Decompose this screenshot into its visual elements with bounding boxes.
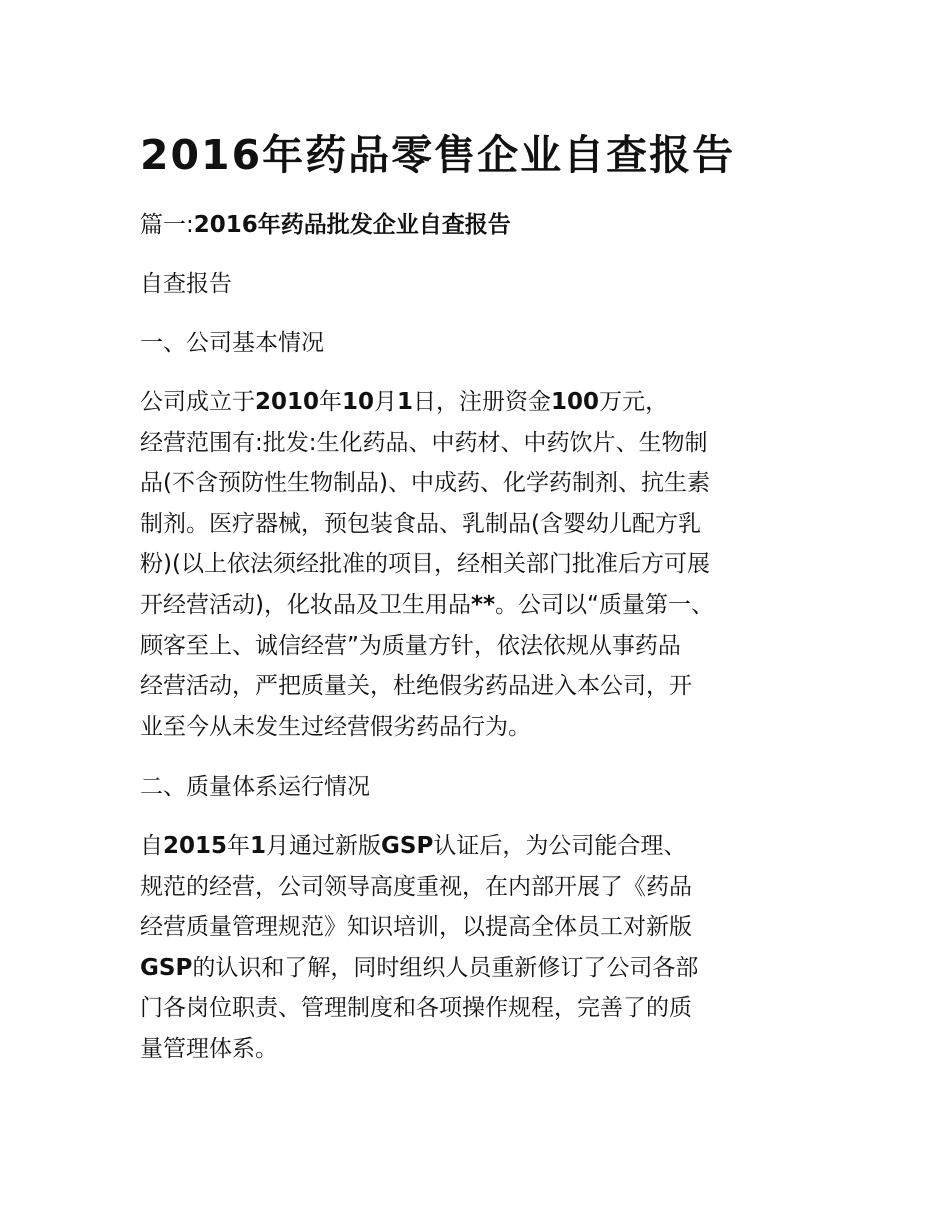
- section1-heading: 一、公司基本情况: [140, 330, 324, 356]
- paragraph-line: 业至今从未发生过经营假劣药品行为。: [140, 713, 531, 740]
- paragraph-line: 公司成立于2010年10月1日，注册资金100万元，: [140, 389, 669, 415]
- paragraph-line: GSP的认识和了解，同时组织人员重新修订了公司各部: [140, 954, 699, 981]
- paragraph-line: 开经营活动)，化妆品及卫生用品**。公司以“质量第一、: [140, 591, 714, 618]
- document-subtitle: [140, 205, 511, 245]
- subtitle-prefix: 篇一:: [140, 212, 194, 238]
- section2-heading: 二、质量体系运行情况: [140, 774, 370, 800]
- paragraph-line: 规范的经营，公司领导高度重视，在内部开展了《药品: [140, 873, 692, 900]
- paragraph-line: 自2015年1月通过新版GSP认证后，为公司能合理、: [140, 833, 687, 859]
- paragraph-line: 品(不含预防性生物制品)、中成药、化学药制剂、抗生素: [140, 470, 710, 497]
- subtitle-main: 2016年药品批发企业自查报告: [193, 212, 511, 238]
- section2-paragraph: [140, 826, 825, 1070]
- paragraph-line: 经营范围有:批发:生化药品、中药材、中药饮片、生物制: [140, 429, 708, 456]
- paragraph-line: 门各岗位职责、管理制度和各项操作规程，完善了的质: [140, 995, 692, 1022]
- paragraph-line: 粉)(以上依法须经批准的项目，经相关部门批准后方可展: [140, 551, 710, 578]
- report-heading: 自查报告: [140, 271, 232, 297]
- paragraph-line: 量管理体系。: [140, 1035, 278, 1062]
- document-title: 2016年药品零售企业自查报告: [140, 131, 736, 179]
- paragraph-line: 制剂。医疗器械，预包装食品、乳制品(含婴幼儿配方乳: [140, 510, 701, 537]
- section1-paragraph: [140, 382, 825, 747]
- paragraph-line: 顾客至上、诚信经营”为质量方针，依法依规从事药品: [140, 632, 681, 659]
- paragraph-line: 经营质量管理规范》知识培训，以提高全体员工对新版: [140, 914, 692, 941]
- paragraph-line: 经营活动，严把质量关，杜绝假劣药品进入本公司，开: [140, 673, 692, 700]
